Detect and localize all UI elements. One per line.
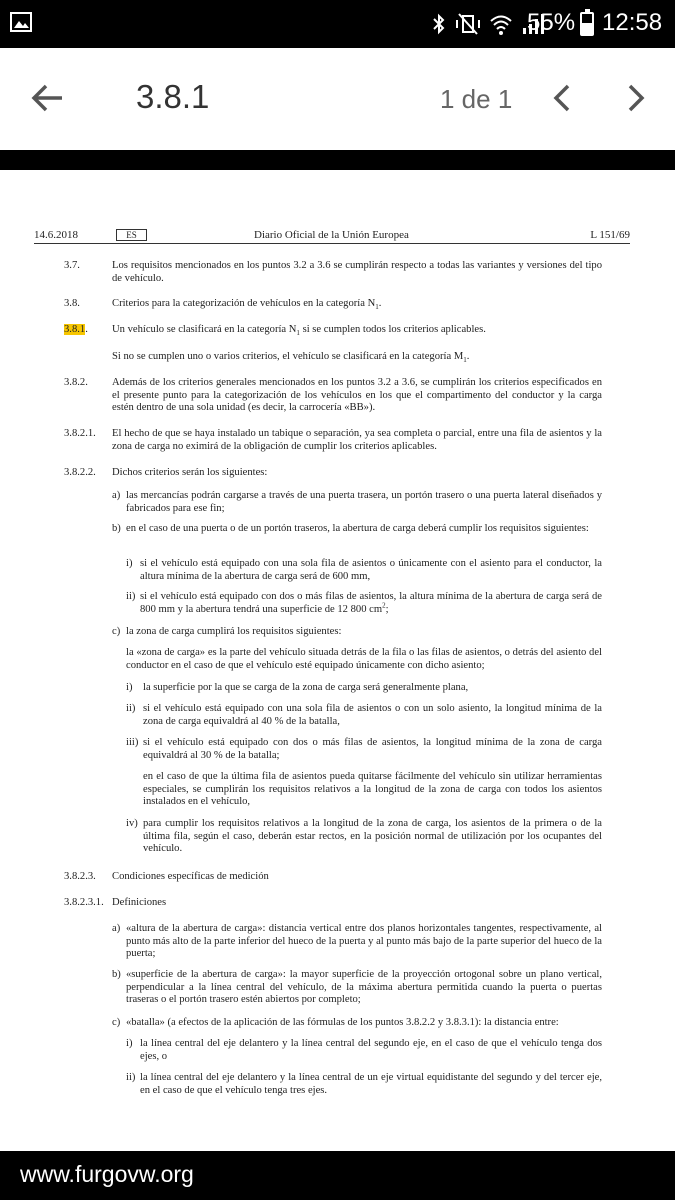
- battery-icon: [580, 12, 594, 36]
- clock: 12:58: [602, 9, 663, 36]
- chevron-right-icon[interactable]: [622, 82, 650, 114]
- section-number: 3.7.: [64, 260, 80, 271]
- section-number: 3.8.2.: [64, 377, 88, 388]
- list-label: iii): [126, 737, 139, 748]
- paragraph: Si no se cumplen uno o varios criterios, el vehículo se clasificará en la categoría $M_1$.: [112, 351, 470, 365]
- journal-header: [34, 228, 630, 244]
- paragraph: El hecho de que se haya instalado un tabique o separación, ya sea completa o parcial, entre una fila de asientos y la zona de carga no eximirá de la obligación de cumplir los criterios aplicables.: [112, 428, 602, 452]
- list-label: ii): [126, 1072, 136, 1083]
- watermark-bar: [0, 1151, 675, 1200]
- header-page-ref: L 151/69: [590, 229, 630, 241]
- paragraph: Además de los criterios generales mencionados en los puntos 3.2 a 3.6, se cumplirán los criterios especificados en el presente punto para la categorización de los vehículos en los que el compartimento del conductor y la carga estén dentro de una sola unidad (es decir, la carrocería «BB»).: [112, 377, 602, 414]
- paragraph: Un vehículo se clasificará en la categoría $N_1$ si se cumplen todos los criterios aplicables.: [112, 324, 486, 338]
- section-number: 3.8.2.1.: [64, 428, 96, 439]
- chevron-left-icon[interactable]: [548, 82, 576, 114]
- section-number: 3.8.2.2.: [64, 467, 96, 478]
- paragraph: en el caso de que la última fila de asientos pueda quitarse fácilmente del vehículo sin utilizar herramientas especiales, se cumplirán los requisitos relativos a la longitud de la zona de carga con todos los asientos instalados en el vehículo,: [143, 771, 602, 808]
- header-date: 14.6.2018: [34, 229, 78, 241]
- header-language-box: ES: [116, 229, 147, 241]
- section-number-highlighted[interactable]: 3.8.1.: [64, 324, 88, 335]
- viewer-gap: [0, 150, 675, 170]
- list-item: «altura de la abertura de carga»: distancia vertical entre dos planos horizontales tangentes, respectivamente, al punto más alto de la parte inferior del hueco de la puerta y al punto más bajo de la parte superior del hueco de la puerta;: [126, 923, 602, 960]
- list-item: para cumplir los requisitos relativos a la longitud de la zona de carga, los asientos de la primera o de la última fila, según el caso, deberán estar rectos, en la posición normal de utilización por los ocupantes del vehículo.: [143, 818, 602, 855]
- match-counter: 1 de 1: [440, 84, 513, 114]
- gallery-icon: [10, 12, 32, 32]
- pdf-page[interactable]: [0, 170, 675, 1151]
- list-label: ii): [126, 591, 136, 602]
- list-item: «batalla» (a efectos de la aplicación de las fórmulas de los puntos 3.8.2.2 y 3.8.3.1): la distancia entre:: [126, 1017, 559, 1028]
- list-item: si el vehículo está equipado con dos o más filas de asientos, la altura mínima de la abertura de carga será de 800 mm y la abertura tendrá una superficie de 12 800 $cm^2$;: [140, 591, 602, 615]
- search-highlight: 3.8.1: [64, 324, 86, 335]
- bluetooth-icon: [431, 12, 447, 36]
- paragraph: Dichos criterios serán los siguientes:: [112, 467, 268, 478]
- back-arrow-icon[interactable]: [28, 78, 68, 118]
- list-item: si el vehículo está equipado con dos o más filas de asientos, la longitud mínima de la zona de carga equivaldrá al 30 % de la batalla;: [143, 737, 602, 761]
- battery-level-fill: [582, 23, 592, 34]
- list-item: en el caso de una puerta o de un portón traseros, la abertura de carga deberá cumplir los requisitos siguientes:: [126, 523, 589, 534]
- list-item: «superficie de la abertura de carga»: la mayor superficie de la proyección ortogonal sobre un plano vertical, perpendicular a la línea central del vehículo, de la máxima abertura permitida cuando la puerta o puertas traseras o el portón trasero estén abiertos por completo;: [126, 969, 602, 1006]
- list-label: i): [126, 682, 133, 693]
- list-label: iv): [126, 818, 138, 829]
- list-label: b): [112, 523, 121, 534]
- list-label: c): [112, 1017, 121, 1028]
- list-item: si el vehículo está equipado con una sola fila de asientos o únicamente con el asiento para el conductor, la altura mínima de la abertura de carga será de 600 mm,: [140, 558, 602, 582]
- paragraph: Criterios para la categorización de vehículos en la categoría $N_1$.: [112, 298, 382, 312]
- list-label: i): [126, 1038, 133, 1049]
- list-item: las mercancías podrán cargarse a través de una puerta trasera, un portón trasero o una puerta lateral diseñados y fabricados para ese fin;: [126, 490, 602, 514]
- section-number: 3.8.2.3.: [64, 871, 96, 882]
- vibrate-off-icon: [455, 12, 481, 36]
- list-item: la línea central del eje delantero y la línea central de un eje virtual equidistante del segundo y del tercer eje, en el caso de que el vehículo tenga tres ejes.: [140, 1072, 602, 1096]
- list-item: la línea central del eje delantero y la línea central del segundo eje, en el caso de que el vehículo tenga dos ejes, o: [140, 1038, 602, 1062]
- list-item: la zona de carga cumplirá los requisitos siguientes:: [126, 626, 342, 637]
- list-label: b): [112, 969, 121, 980]
- header-journal-title: Diario Oficial de la Unión Europea: [254, 229, 409, 241]
- list-item: la superficie por la que se carga de la zona de carga será generalmente plana,: [143, 682, 469, 693]
- search-term-title: 3.8.1: [136, 78, 210, 115]
- section-number: 3.8.2.3.1.: [64, 897, 104, 908]
- section-number: 3.8.: [64, 298, 80, 309]
- list-label: a): [112, 923, 121, 934]
- status-bar: [0, 0, 675, 48]
- paragraph: Los requisitos mencionados en los puntos 3.2 a 3.6 se cumplirán respecto a todas las variantes y versiones del tipo de vehículo.: [112, 260, 602, 284]
- list-label: c): [112, 626, 121, 637]
- app-bar: [0, 48, 675, 150]
- paragraph: Condiciones específicas de medición: [112, 871, 269, 882]
- watermark-text: www.furgovw.org: [20, 1161, 194, 1187]
- list-label: i): [126, 558, 133, 569]
- list-label: ii): [126, 703, 136, 714]
- list-item: si el vehículo está equipado con una sola fila de asientos o con un solo asiento, la longitud mínima de la zona de carga equivaldrá al 40 % de la batalla,: [143, 703, 602, 727]
- battery-percent: 55%: [527, 9, 576, 36]
- paragraph: la «zona de carga» es la parte del vehículo situada detrás de la fila o las filas de asientos, o detrás del asiento del conductor en el caso de que el vehículo esté equipado únicamente con dicho asiento;: [126, 647, 602, 671]
- list-label: a): [112, 490, 121, 501]
- wifi-icon: [489, 12, 513, 36]
- paragraph: Definiciones: [112, 897, 167, 908]
